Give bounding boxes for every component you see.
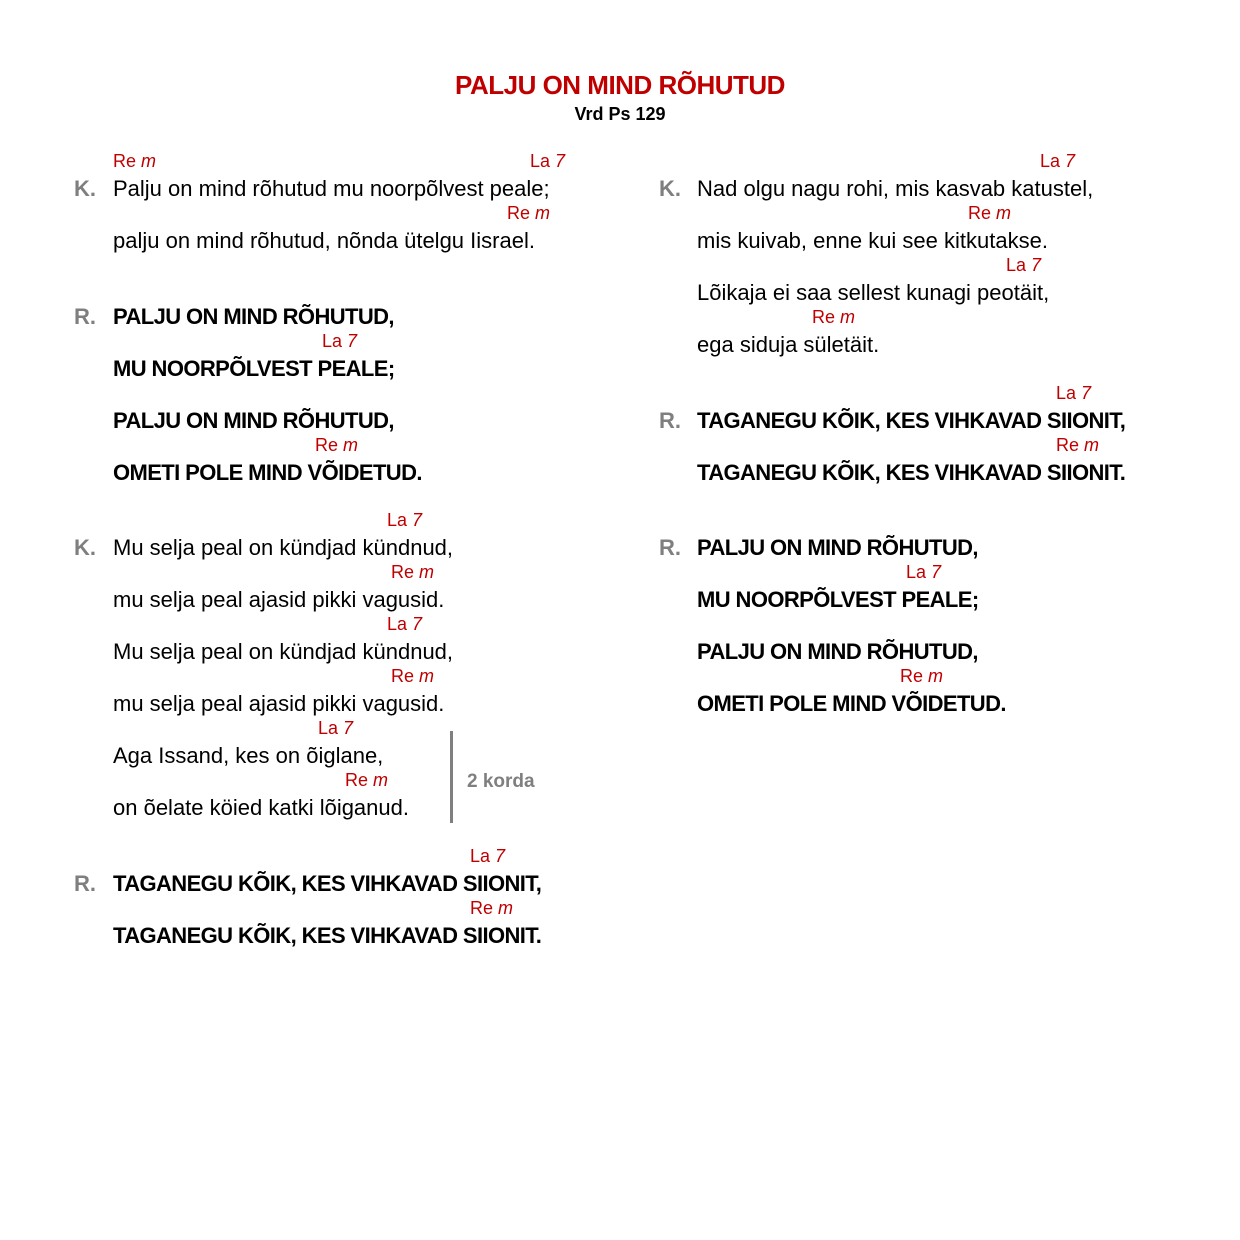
- verse-line: Nad olgu nagu rohi, mis kasvab katustel,: [697, 176, 1094, 201]
- song-title: PALJU ON MIND RÕHUTUD: [455, 70, 785, 100]
- verse-line: Palju on mind rõhutud mu noorpõlvest peale;: [113, 176, 550, 201]
- refrain-line: MU NOORPÕLVEST PEALE;: [697, 587, 979, 612]
- verse-line: Mu selja peal on kündjad kündnud,: [113, 639, 454, 664]
- chord-la-7: La 7: [1006, 255, 1042, 275]
- chord-re-m: Re m: [391, 562, 435, 582]
- refrain-line: PALJU ON MIND RÕHUTUD,: [697, 535, 978, 560]
- refrain-line: TAGANEGU KÕIK, KES VIHKAVAD SIIONIT,: [697, 408, 1126, 433]
- refrain-marker: R.: [74, 871, 96, 896]
- refrain-marker: R.: [74, 304, 96, 329]
- chord-la-7: La 7: [1056, 383, 1092, 403]
- refrain-line: TAGANEGU KÕIK, KES VIHKAVAD SIIONIT.: [113, 923, 542, 948]
- chord-re-m: Re m: [391, 666, 435, 686]
- refrain-line: OMETI POLE MIND VÕIDETUD.: [697, 691, 1006, 716]
- chord-re-m: Re m: [113, 151, 157, 171]
- chord-la-7: La 7: [387, 510, 423, 530]
- verse-line: Mu selja peal on kündjad kündnud,: [113, 535, 454, 560]
- refrain-line: TAGANEGU KÕIK, KES VIHKAVAD SIIONIT,: [113, 871, 542, 896]
- refrain-line: PALJU ON MIND RÕHUTUD,: [697, 639, 978, 664]
- chord-la-7: La 7: [387, 614, 423, 634]
- chord-re-m: Re m: [315, 435, 359, 455]
- refrain-line: PALJU ON MIND RÕHUTUD,: [113, 408, 394, 433]
- verse-line: mu selja peal ajasid pikki vagusid.: [113, 691, 445, 716]
- verse-line: palju on mind rõhutud, nõnda ütelgu Iisrael.: [113, 228, 535, 253]
- verse-marker: K.: [74, 535, 96, 560]
- chord-re-m: Re m: [812, 307, 856, 327]
- verse-line: mu selja peal ajasid pikki vagusid.: [113, 587, 445, 612]
- refrain-line: TAGANEGU KÕIK, KES VIHKAVAD SIIONIT.: [697, 460, 1126, 485]
- repeat-note: 2 korda: [467, 771, 535, 792]
- chord-la-7: La 7: [1040, 151, 1076, 171]
- refrain-line: PALJU ON MIND RÕHUTUD,: [113, 304, 394, 329]
- chord-la-7: La 7: [322, 331, 358, 351]
- refrain-line: OMETI POLE MIND VÕIDETUD.: [113, 460, 422, 485]
- chord-la-7: La 7: [470, 846, 506, 866]
- refrain-marker: R.: [659, 535, 681, 560]
- verse-marker: K.: [74, 176, 96, 201]
- verse-line: Lõikaja ei saa sellest kunagi peotäit,: [697, 280, 1050, 305]
- refrain-line: MU NOORPÕLVEST PEALE;: [113, 356, 395, 381]
- psalm-reference: Vrd Ps 129: [574, 104, 666, 124]
- verse-line: mis kuivab, enne kui see kitkutakse.: [697, 228, 1048, 253]
- chord-re-m: Re m: [345, 770, 389, 790]
- chord-la-7: La 7: [530, 151, 566, 171]
- repeat-bracket: [450, 731, 453, 823]
- chord-re-m: Re m: [1056, 435, 1100, 455]
- refrain-marker: R.: [659, 408, 681, 433]
- verse-line: ega siduja sületäit.: [697, 332, 880, 357]
- chord-la-7: La 7: [906, 562, 942, 582]
- chord-la-7: La 7: [318, 718, 354, 738]
- chord-re-m: Re m: [900, 666, 944, 686]
- verse-line: on õelate köied katki lõiganud.: [113, 795, 409, 820]
- chord-re-m: Re m: [507, 203, 551, 223]
- verse-marker: K.: [659, 176, 681, 201]
- verse-line: Aga Issand, kes on õiglane,: [113, 743, 384, 768]
- chord-re-m: Re m: [470, 898, 514, 918]
- chord-re-m: Re m: [968, 203, 1012, 223]
